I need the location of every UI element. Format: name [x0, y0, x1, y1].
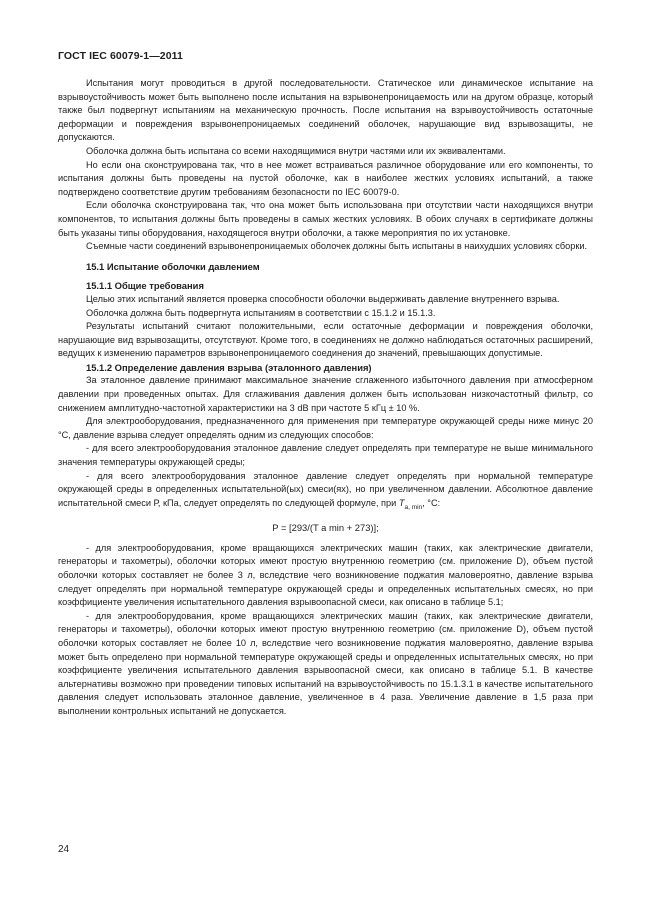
paragraph: Для электрооборудования, предназначенного для применения при температуре окружающей среды ниже минус 20 °С, давление взрыва следует определять одним из следующих способов:	[58, 416, 593, 440]
list-item: - для всего электрооборудования эталонное давление следует определять при температуре не выше минимального значения температуры окружающей среды;	[58, 443, 593, 468]
page-number: 24	[58, 844, 70, 855]
document-body	[58, 77, 593, 719]
paragraph: Результаты испытаний считают положительными, если остаточные деформации и повреждения оболочки, нарушающие вид взрывозащиты, отсутствуют. Кроме того, в соединениях не должно наблюдаться остаточных расширений, ведущих к изменению параметров взрывонепроницаемого соединения до значений, превышающих допустимые.	[58, 321, 593, 359]
paragraph: Съемные части соединений взрывонепроницаемых оболочек должны быть испытаны в наихудших условиях сборки.	[86, 241, 588, 252]
paragraph: Оболочка должна быть испытана со всеми находящимися внутри частями или их эквивалентами.	[86, 145, 506, 156]
paragraph-text: - для всего электрооборудования эталонное давление следует определять при нормальной температуре окружающей среды в определенных испытательной(ых) смеси(ях), но при увеличенном давлении. Абсолютное давление испытательной смеси Р, кПа, следует определять по следующей формуле, при	[58, 470, 593, 508]
paragraph: Целью этих испытаний является проверка способности оболочки выдерживать давление внутреннего взрыва.	[86, 293, 560, 304]
paragraph: За эталонное давление принимают максимальное значение сглаженного избыточного давления при атмосферном давлении при проведенных опытах. Для сглаживания давления должен быть использован низкочастотный фильтр, со снижением амплитудно-частотной характеристики на 3 dB при частоте 5 кГц ± 10 %.	[58, 375, 593, 413]
section-heading-15-1-2: 15.1.2 Определение давления взрыва (эталонного давления)	[86, 361, 372, 373]
list-item: - для электрооборудования, кроме вращающихся электрических машин (таких, как электрические двигатели, генераторы и тахометры), оболочки которых имеют простую внутреннюю геометрию (см. приложение D), объем пустой оболочки которых составляет не более 3 л, вследствие чего возникновение поджатия маловероятно, давление взрыва следует определять при нормальной температуре окружающей среды и определенных испытательных смесях, но при коэффициенте увеличения испытательного давления взрывоопасной смеси, как описано в таблице 5.1;	[58, 542, 593, 608]
paragraph-tail: , °С:	[422, 497, 441, 508]
paragraph: Если оболочка сконструирована так, что она может быть использована при отсутствии части находящихся внутри компонентов, то испытания должны быть проведены в самых жестких условиях. В обоих случаях в сертификате должны быть указаны типы оборудования, находящегося внутри оболочки, а также мероприятия по их установке.	[58, 200, 593, 238]
document-header: ГОСТ IEC 60079-1—2011	[58, 50, 183, 62]
section-heading-15-1-1: 15.1.1 Общие требования	[86, 280, 204, 292]
paragraph: Испытания могут проводиться в другой последовательности. Статическое или динамическое испытание на взрывоустойчивость может быть выполнено после испытания на взрывонепроницаемость или на другом образце, который также был подвергнут испытаниям на механическую прочность. После испытания на взрывоустойчивость остаточные деформации и повреждения взрывонепроницаемых соединений оболочек, нарушающие вид взрывозащиты, не допускаются.	[58, 78, 593, 143]
variable-subscript: a, min	[404, 503, 423, 511]
paragraph: Оболочка должна быть подвергнута испытаниям в соответствии с 15.1.2 и 15.1.3.	[86, 307, 436, 318]
list-item	[58, 470, 593, 515]
paragraph: Но если она сконструирована так, что в нее может встраиваться различное оборудование или его компоненты, то испытания должны быть проведены на пустой оболочке, как в наиболее жестких условиях испытаний, а также подтверждено соответствие другим требованиям безопасности по IEC 60079-0.	[58, 159, 593, 197]
variable-t: T	[398, 497, 405, 508]
list-item: - для электрооборудования, кроме вращающихся электрических машин (таких, как электрические двигатели, генераторы и тахометры), оболочки которых имеют простую внутреннюю геометрию (см. приложение D), объем пустой оболочки которых составляет не более 10 л, вследствие чего возникновение поджатия маловероятно, давление взрыва может быть определено при нормальной температуре окружающей среды и определенных испытательных смесях, но при коэффициенте увеличения испытательного давления взрывоопасной смеси, как описано в таблице 5.1. В качестве альтернативы возможно при проведении типовых испытаний на взрывоустойчивость по 15.1.3.1 в качестве испытательного давления следует использовать эталонное давление, увеличенное в 4 раза. Увеличение давление в 1,5 раза при выполнении контрольных испытаний не допускается.	[58, 610, 593, 716]
section-heading-15-1: 15.1 Испытание оболочки давлением	[86, 260, 260, 272]
formula: P = [293/(T a min + 273)];	[272, 522, 379, 534]
